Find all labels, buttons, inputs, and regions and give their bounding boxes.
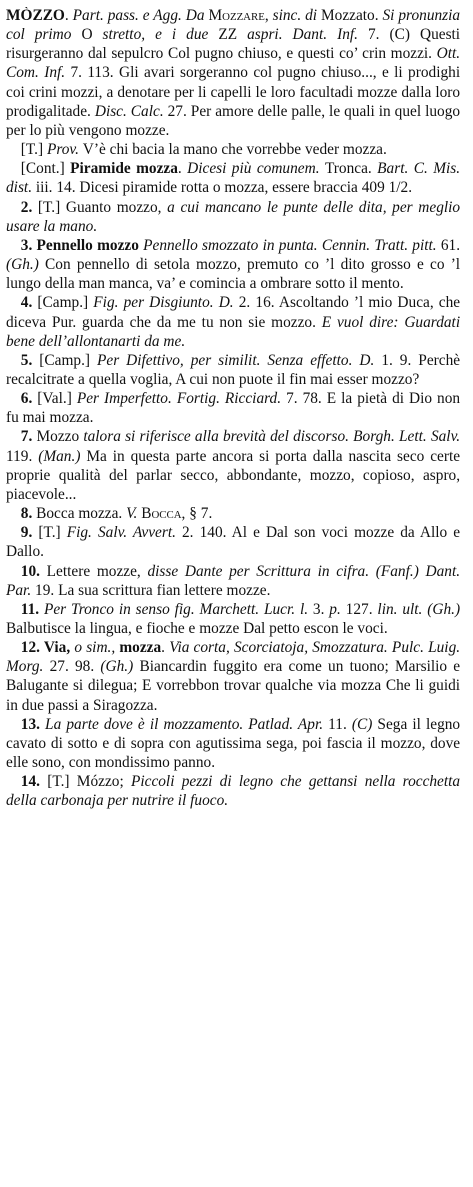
italic-gloss: Part. pass. e Agg. Da (72, 7, 209, 24)
text-segment: 2. 16. Ascoltando ’l mio Duca, che diceva Pur. guarda che da me tu non sie mozzo. (6, 294, 461, 331)
sense-label: 12. Via, (20, 639, 75, 657)
italic-gloss: sinc. di (272, 7, 321, 24)
entry-sense-paragraph (6, 504, 460, 523)
sense-label: 10. (20, 562, 47, 580)
dictionary-entry-mozzo (6, 6, 460, 811)
italic-gloss: (C) (351, 715, 378, 733)
cross-reference: Bocca (141, 505, 182, 523)
headword: MÒZZO (6, 7, 65, 24)
text-segment: Bocca mozza. (36, 505, 127, 523)
italic-gloss: Per Tronco in senso fig. Marchett. Lucr. l. (43, 600, 313, 618)
entry-sense-paragraph (6, 638, 460, 715)
sense-label: 2. (20, 198, 38, 216)
text-segment: [Camp.] (39, 351, 98, 369)
sense-label: mozza (119, 639, 162, 657)
text-segment: O (81, 26, 103, 44)
entry-sense-paragraph (6, 562, 460, 600)
italic-gloss: (Man.) (38, 447, 87, 465)
text-segment: 11. (328, 715, 352, 733)
text-segment: 61. (440, 236, 461, 254)
italic-gloss: Fig. per Disgiunto. D. (93, 294, 239, 312)
entry-sense-paragraph (6, 772, 460, 810)
entry-sense-paragraph (6, 389, 460, 427)
sense-label: 5. (20, 351, 40, 369)
entry-sense-paragraph (6, 351, 460, 389)
text-segment: Con pennello di setola mozzo, premuto co ’l dito grosso e co ’l lungo della man manca, va’ e comincia a ombrare sotto il mento. (6, 256, 461, 293)
entry-sense-paragraph (6, 198, 460, 236)
italic-gloss: lin. ult. (Gh.) (377, 600, 461, 618)
text-segment: [T.] (20, 141, 47, 159)
sense-label: 9. (20, 524, 39, 542)
sense-label: 14. (20, 773, 48, 791)
text-segment: . (161, 639, 170, 657)
text-segment: [Val.] (37, 390, 77, 408)
text-segment: ZZ (218, 26, 248, 44)
text-segment: [T.] Mózzo; (47, 773, 131, 791)
italic-gloss: Per Difettivo, per similit. Senza effetto. D. (97, 351, 382, 369)
italic-gloss: Si pronunzia col primo (6, 7, 461, 44)
text-segment: [Camp.] (37, 294, 94, 312)
entry-sense-paragraph (6, 293, 460, 350)
italic-gloss: Via corta, Scorciatoja, Smozzatura. Pulc. Luig. Morg. (6, 639, 461, 676)
text-segment: Mozzo (36, 428, 84, 446)
italic-gloss: Piccoli pezzi di legno che gettansi nella rocchetta della carbonaja per nutrire il fuoco. (6, 773, 461, 810)
entry-sense-paragraph (6, 159, 460, 197)
cross-reference: Mozzare (208, 7, 265, 24)
sense-label: 7. (20, 428, 37, 446)
text-segment: [T.] Guanto mozzo, (37, 198, 168, 216)
italic-gloss: V. (126, 505, 142, 523)
italic-gloss: Prov. (46, 141, 83, 159)
italic-gloss: (Gh.) (100, 658, 140, 676)
sense-label: 6. (20, 390, 38, 408)
italic-gloss: talora si riferisce alla brevità del discorso. Borgh. Lett. Salv. (83, 428, 461, 446)
text-segment: Sega il legno cavato di sotto e di sopra con agutissima sega, poi fascia il mozzo, dove elle sono, con mondissimo panno. (6, 715, 461, 772)
entry-sense-paragraph (6, 523, 460, 561)
text-segment: 7. 78. E la pietà di Dio non fu mai mozza. (6, 390, 461, 427)
sense-label: 13. (20, 715, 46, 733)
sense-label: 8. (20, 505, 37, 523)
italic-gloss: Per Imperfetto. Fortig. Ricciard. (76, 390, 287, 408)
text-segment: 27. Per amore delle palle, le quali in quel luogo per lo più vengono mozze. (6, 102, 461, 139)
sense-label: 4. (20, 294, 38, 312)
text-segment: Lettere mozze, (46, 562, 148, 580)
italic-gloss: Disc. Calc. (94, 102, 168, 120)
italic-gloss: a cui mancano le punte delle dita, per meglio usare la mano. (6, 198, 461, 235)
entry-sense-paragraph (6, 600, 460, 638)
text-segment: , (264, 7, 273, 24)
text-segment: . (64, 7, 73, 24)
italic-gloss: E vuol dire: Guardati bene dell’allontanarti da me. (6, 313, 461, 350)
text-segment: 19. La sua scrittura fian lettere mozze. (35, 581, 271, 599)
text-segment: iii. 14. Dicesi piramide rotta o mozza, essere braccia 409 1/2. (35, 179, 413, 197)
italic-gloss: o sim., (74, 639, 120, 657)
text-segment: . (177, 160, 188, 178)
italic-gloss: Bart. C. Mis. dist. (6, 160, 461, 197)
text-segment: Tronca. (324, 160, 378, 178)
italic-gloss: p. (329, 600, 346, 618)
text-segment: 1. 9. Perchè recalcitrate a quella voglia, A cui non puote il fin mai esser mozzo? (6, 351, 461, 388)
italic-gloss: Pennello smozzato in punta. Cennin. Tratt. pitt. (143, 236, 441, 254)
text-segment: 2. 140. Al e Dal son voci mozze da Allo e Dallo. (6, 524, 461, 561)
entry-sense-paragraph (6, 140, 460, 159)
text-segment: Balbutisce la lingua, e fioche e mozze Dal petto escon le voci. (6, 620, 388, 637)
entry-definition (6, 6, 460, 140)
entry-sense-paragraph (6, 715, 460, 772)
dictionary-page (6, 6, 460, 1182)
sense-label: Piramide mozza (70, 160, 178, 178)
text-segment: Biancardin fuggito era come un tuono; Marsilio e Balugante si dilegua; E vorrebbon trovar qualche via mozza Che li guidi in due passi a Siragozza. (6, 658, 461, 714)
italic-gloss: Ott. Com. Inf. (6, 45, 461, 82)
italic-gloss: La parte dove è il mozzamento. Patlad. Apr. (45, 715, 329, 733)
italic-gloss: aspri. Dant. Inf. (247, 26, 368, 44)
sense-label: 3. Pennello mozzo (20, 236, 144, 254)
text-segment: [Cont.] (20, 160, 71, 178)
text-segment: Mozzato. (320, 7, 383, 24)
text-segment: 3. (312, 600, 330, 618)
text-segment: 127. (345, 600, 378, 618)
text-segment: , § 7. (181, 505, 213, 523)
entry-sense-paragraph (6, 427, 460, 504)
text-segment: 27. 98. (49, 658, 101, 676)
italic-gloss: stretto, e i due (102, 26, 219, 44)
text-segment: 7. 113. Gli avari sorgeranno col pugno chiuso..., e li prodighi coi crini mozzi, a denotare per li capelli le loro facultadi mozze dalla loro prodigalitade. (6, 64, 461, 120)
italic-gloss: (Gh.) (6, 256, 46, 274)
text-segment: V’è chi bacia la mano che vorrebbe veder mozza. (82, 141, 387, 159)
text-segment: 119. (6, 447, 39, 465)
text-segment: Ma in questa parte ancora si porta dalla nascita seco certe proprie qualità del parlar secco, abbondante, mozzo, copioso, aspro, piacevole... (6, 447, 461, 503)
sense-label: 11. (20, 600, 44, 618)
text-segment: [T.] (38, 524, 67, 542)
entry-sense-paragraph (6, 236, 460, 293)
italic-gloss: Dicesi più comunem. (187, 160, 325, 178)
italic-gloss: disse Dante per Scrittura in cifra. (Fanf.) Dant. Par. (6, 562, 461, 599)
italic-gloss: Fig. Salv. Avvert. (66, 524, 183, 542)
text-segment: 7. (C) Questi risurgeranno dal sepulcro Col pugno chiuso, e questi co’ crin mozzi. (6, 26, 461, 63)
